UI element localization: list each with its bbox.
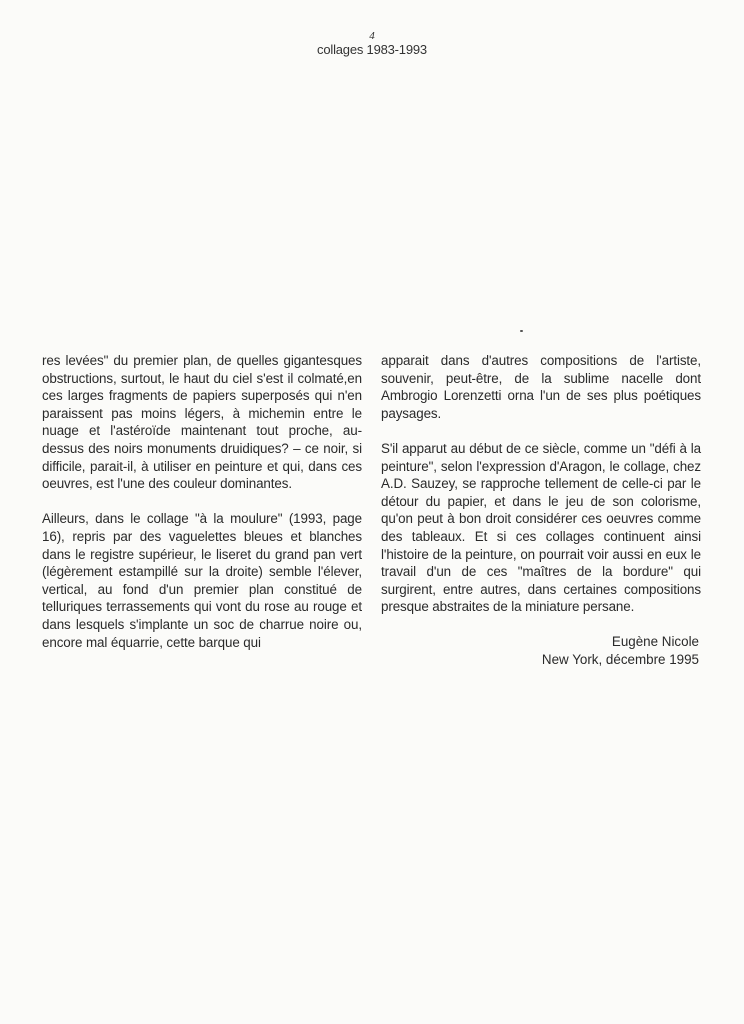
running-title: collages 1983-1993 [317,42,427,57]
paragraph: Ailleurs, dans le collage "à la moulure" (1993, page 16), repris par des vaguelettes bleues et blanches dans le registre supérieur, le liseret du grand pan vert (légèrement estampillé sur la droite) semble l'élever, vertical, au fond d'un premier plan constitué de telluriques terrassements qui vont du rose au rouge et dans lesquels s'implante un soc de charrue noire ou, encore mal équarrie, cette barque qui [42,511,362,650]
page-number: 4 [369,30,375,42]
left-text-column [42,352,362,669]
paper-speck [520,330,523,332]
signature-block [542,633,699,669]
right-text-column [381,352,701,634]
place-date: New York, décembre 1995 [541,652,699,667]
page-header [0,30,744,58]
paragraph: res levées" du premier plan, de quelles gigantesques obstructions, surtout, le haut du ciel s'est il colmaté,en ces larges fragments de papiers superposés qui n'en paraissent pas moins légers, à michemin entre le nuage et l'astéroïde maintenant tout proche, au-dessus des noirs monuments druidiques? – ce noir, si difficile, parait-il, à utiliser en peinture et qui, dans ces oeuvres, est l'une des couleur dominantes. [42,353,362,492]
author-name: Eugène Nicole [611,634,699,649]
paragraph: S'il apparut au début de ce siècle, comme un "défi à la peinture", selon l'expression d'Aragon, le collage, chez A.D. Sauzey, se rapproche tellement de celle-ci par le détour du papier, et dans le jeu de son colorisme, qu'on peut à bon droit considérer ces oeuvres comme des tableaux. Et si ces collages continuent ainsi l'histoire de la peinture, on pourrait voir aussi en eux le travail d'un de ces "maîtres de la bordure" qui surgirent, entre autres, dans certaines compositions presque abstraites de la miniature persane. [381,440,701,615]
paragraph: apparait dans d'autres compositions de l'artiste, souvenir, peut-être, de la sublime nacelle dont Ambrogio Lorenzetti orna l'un de ses plus poétiques paysages. [381,353,701,421]
